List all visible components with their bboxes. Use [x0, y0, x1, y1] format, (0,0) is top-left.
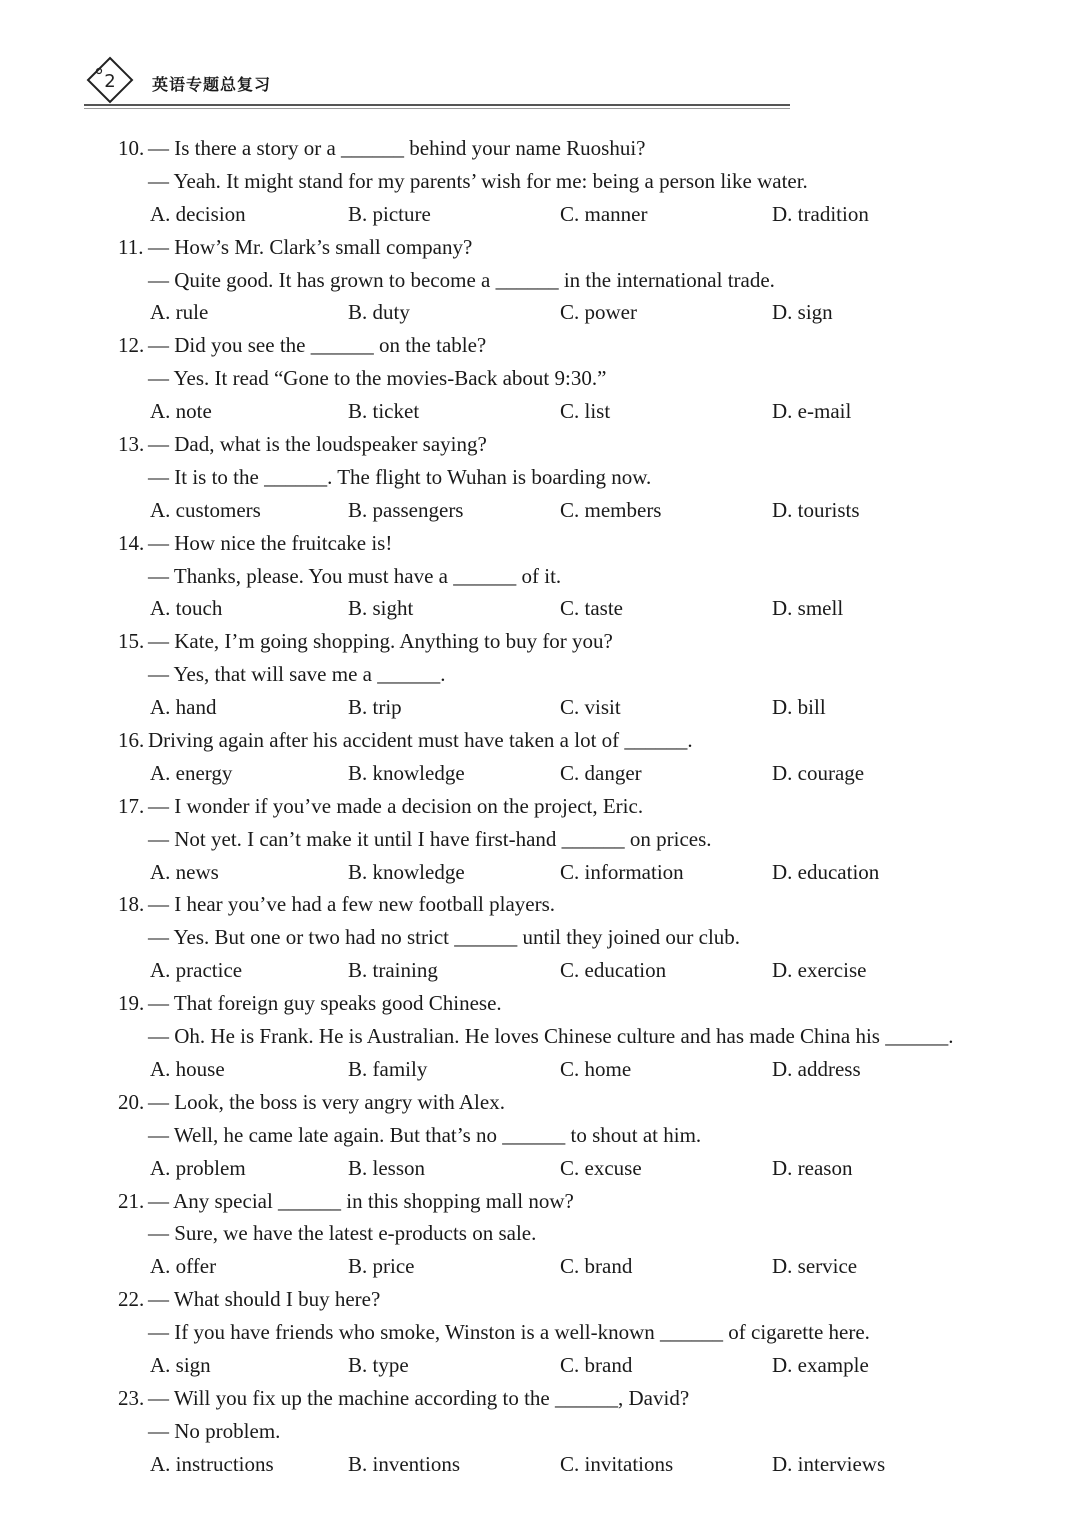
question-20 [118, 1086, 998, 1185]
question-text: — Sure, we have the latest e-products on sale. [148, 1221, 537, 1246]
option-c: C. manner [560, 201, 648, 226]
question-reply [118, 1020, 998, 1053]
option-a: A. rule [150, 300, 209, 325]
question-number: 19. [118, 991, 145, 1016]
question-11 [118, 231, 998, 330]
question-text: — Quite good. It has grown to become a ______ in the international trade. [148, 267, 775, 292]
answer-options [118, 494, 998, 527]
page-number-badge [86, 56, 134, 104]
option-c: C. information [560, 859, 684, 884]
question-text: — I wonder if you’ve made a decision on the project, Eric. [148, 793, 644, 818]
option-c: C. brand [560, 1352, 633, 1377]
question-text: — Not yet. I can’t make it until I have first-hand ______ on prices. [148, 826, 712, 851]
question-text: — Well, he came late again. But that’s no ______ to shout at him. [148, 1122, 702, 1147]
answer-options [118, 1448, 998, 1481]
answer-options [118, 856, 998, 889]
question-number: 13. [118, 432, 145, 457]
option-d: D. courage [772, 760, 865, 785]
option-a: A. sign [150, 1352, 211, 1377]
option-c: C. home [560, 1056, 632, 1081]
question-number: 17. [118, 793, 145, 818]
question-reply [118, 165, 998, 198]
question-stem [118, 625, 998, 658]
question-stem [118, 987, 998, 1020]
question-12 [118, 329, 998, 428]
question-text: — That foreign guy speaks good Chinese. [148, 991, 502, 1016]
question-stem [118, 1185, 998, 1218]
answer-options [118, 757, 998, 790]
question-stem [118, 724, 998, 757]
option-b: B. passengers [348, 497, 464, 522]
question-reply [118, 362, 998, 395]
question-text: — Yes. It read “Gone to the movies-Back about 9:30.” [148, 366, 607, 391]
option-d: D. tradition [772, 201, 869, 226]
question-18 [118, 888, 998, 987]
question-stem [118, 231, 998, 264]
question-number: 18. [118, 892, 145, 917]
question-reply [118, 1316, 998, 1349]
answer-options [118, 1053, 998, 1086]
option-b: B. sight [348, 596, 414, 621]
question-21 [118, 1185, 998, 1284]
question-number: 22. [118, 1287, 145, 1312]
answer-options [118, 592, 998, 625]
option-c: C. taste [560, 596, 623, 621]
question-text: — Look, the boss is very angry with Alex. [148, 1089, 505, 1114]
question-23 [118, 1382, 998, 1481]
option-d: D. sign [772, 300, 833, 325]
option-d: D. tourists [772, 497, 860, 522]
question-number: 16. [118, 728, 145, 753]
question-number: 23. [118, 1385, 145, 1410]
book-title: 英语专题总复习 [152, 75, 272, 94]
option-c: C. visit [560, 695, 621, 720]
question-text: — How nice the fruitcake is! [148, 530, 393, 555]
option-d: D. education [772, 859, 880, 884]
question-stem [118, 790, 998, 823]
answer-options [118, 395, 998, 428]
option-c: C. power [560, 300, 637, 325]
question-number: 21. [118, 1188, 145, 1213]
question-text: — How’s Mr. Clark’s small company? [148, 234, 473, 259]
question-text: — Kate, I’m going shopping. Anything to buy for you? [148, 629, 613, 654]
question-number: 15. [118, 629, 145, 654]
question-number: 11. [118, 234, 144, 259]
question-reply [118, 461, 998, 494]
answer-options [118, 1152, 998, 1185]
question-reply [118, 1415, 998, 1448]
option-b: B. trip [348, 695, 402, 720]
question-text: — Yes. But one or two had no strict ______ until they joined our club. [148, 925, 741, 950]
option-a: A. problem [150, 1155, 246, 1180]
question-19 [118, 987, 998, 1086]
option-c: C. excuse [560, 1155, 642, 1180]
answer-options [118, 954, 998, 987]
question-reply [118, 658, 998, 691]
question-15 [118, 625, 998, 724]
answer-options [118, 1250, 998, 1283]
question-reply [118, 921, 998, 954]
question-text: — Dad, what is the loudspeaker saying? [148, 432, 487, 457]
answer-options [118, 691, 998, 724]
question-stem [118, 1382, 998, 1415]
question-text: — Yeah. It might stand for my parents’ wish for me: being a person like water. [148, 168, 808, 193]
option-d: D. bill [772, 695, 826, 720]
answer-options [118, 296, 998, 329]
question-text: — What should I buy here? [148, 1287, 381, 1312]
question-text: — Did you see the ______ on the table? [148, 333, 487, 358]
option-b: B. lesson [348, 1155, 426, 1180]
option-c: C. members [560, 497, 662, 522]
page-number: 2 [104, 71, 116, 92]
question-stem [118, 888, 998, 921]
option-a: A. practice [150, 958, 243, 983]
option-b: B. knowledge [348, 859, 465, 884]
question-text: — If you have friends who smoke, Winston is a well-known ______ of cigarette here. [148, 1320, 870, 1345]
question-stem [118, 428, 998, 461]
question-stem [118, 132, 998, 165]
option-c: C. invitations [560, 1451, 674, 1476]
option-a: A. customers [150, 497, 261, 522]
answer-options [118, 198, 998, 231]
option-b: B. type [348, 1352, 409, 1377]
question-reply [118, 1119, 998, 1152]
page-header [84, 54, 794, 114]
question-reply [118, 560, 998, 593]
question-reply [118, 264, 998, 297]
question-number: 12. [118, 333, 145, 358]
question-text: — Will you fix up the machine according to the ______, David? [148, 1385, 690, 1410]
question-22 [118, 1283, 998, 1382]
question-number: 14. [118, 530, 145, 555]
option-c: C. education [560, 958, 667, 983]
question-14 [118, 527, 998, 626]
option-d: D. reason [772, 1155, 853, 1180]
question-stem [118, 527, 998, 560]
question-text: — I hear you’ve had a few new football players. [148, 892, 556, 917]
option-d: D. interviews [772, 1451, 886, 1476]
question-reply [118, 823, 998, 856]
answer-options [118, 1349, 998, 1382]
option-b: B. duty [348, 300, 410, 325]
option-d: D. service [772, 1254, 858, 1279]
option-a: A. hand [150, 695, 217, 720]
option-b: B. training [348, 958, 438, 983]
question-stem [118, 329, 998, 362]
option-b: B. ticket [348, 399, 420, 424]
question-16 [118, 724, 998, 790]
question-stem [118, 1086, 998, 1119]
option-b: B. family [348, 1056, 428, 1081]
option-b: B. picture [348, 201, 431, 226]
option-a: A. energy [150, 760, 233, 785]
question-text: — Thanks, please. You must have a ______ of it. [148, 563, 562, 588]
question-10 [118, 132, 998, 231]
question-17 [118, 790, 998, 889]
question-text: — It is to the ______. The flight to Wuhan is boarding now. [148, 464, 652, 489]
option-b: B. price [348, 1254, 415, 1279]
option-d: D. e-mail [772, 399, 852, 424]
option-b: B. knowledge [348, 760, 465, 785]
question-text: — Oh. He is Frank. He is Australian. He loves Chinese culture and has made China his ______. [148, 1024, 954, 1049]
option-c: C. brand [560, 1254, 633, 1279]
question-list [118, 132, 998, 1481]
question-text: — Any special ______ in this shopping mall now? [148, 1188, 574, 1213]
question-text: Driving again after his accident must have taken a lot of ______. [148, 728, 693, 753]
option-d: D. exercise [772, 958, 867, 983]
question-number: 10. [118, 136, 145, 160]
option-a: A. news [150, 859, 219, 884]
question-number: 20. [118, 1089, 145, 1114]
option-d: D. address [772, 1056, 861, 1081]
question-13 [118, 428, 998, 527]
question-text: — No problem. [148, 1418, 281, 1443]
option-d: D. smell [772, 596, 844, 621]
question-stem [118, 1283, 998, 1316]
option-a: A. touch [150, 596, 223, 621]
question-text: — Yes, that will save me a ______. [148, 662, 446, 687]
header-rule-thin [84, 108, 790, 109]
option-a: A. house [150, 1056, 225, 1081]
option-a: A. instructions [150, 1451, 274, 1476]
header-rule [84, 104, 790, 106]
option-c: C. danger [560, 760, 642, 785]
option-b: B. inventions [348, 1451, 461, 1476]
option-d: D. example [772, 1352, 869, 1377]
option-c: C. list [560, 399, 611, 424]
option-a: A. decision [150, 201, 246, 226]
option-a: A. offer [150, 1254, 217, 1279]
option-a: A. note [150, 399, 212, 424]
question-text: — Is there a story or a ______ behind your name Ruoshui? [148, 136, 646, 160]
question-reply [118, 1217, 998, 1250]
